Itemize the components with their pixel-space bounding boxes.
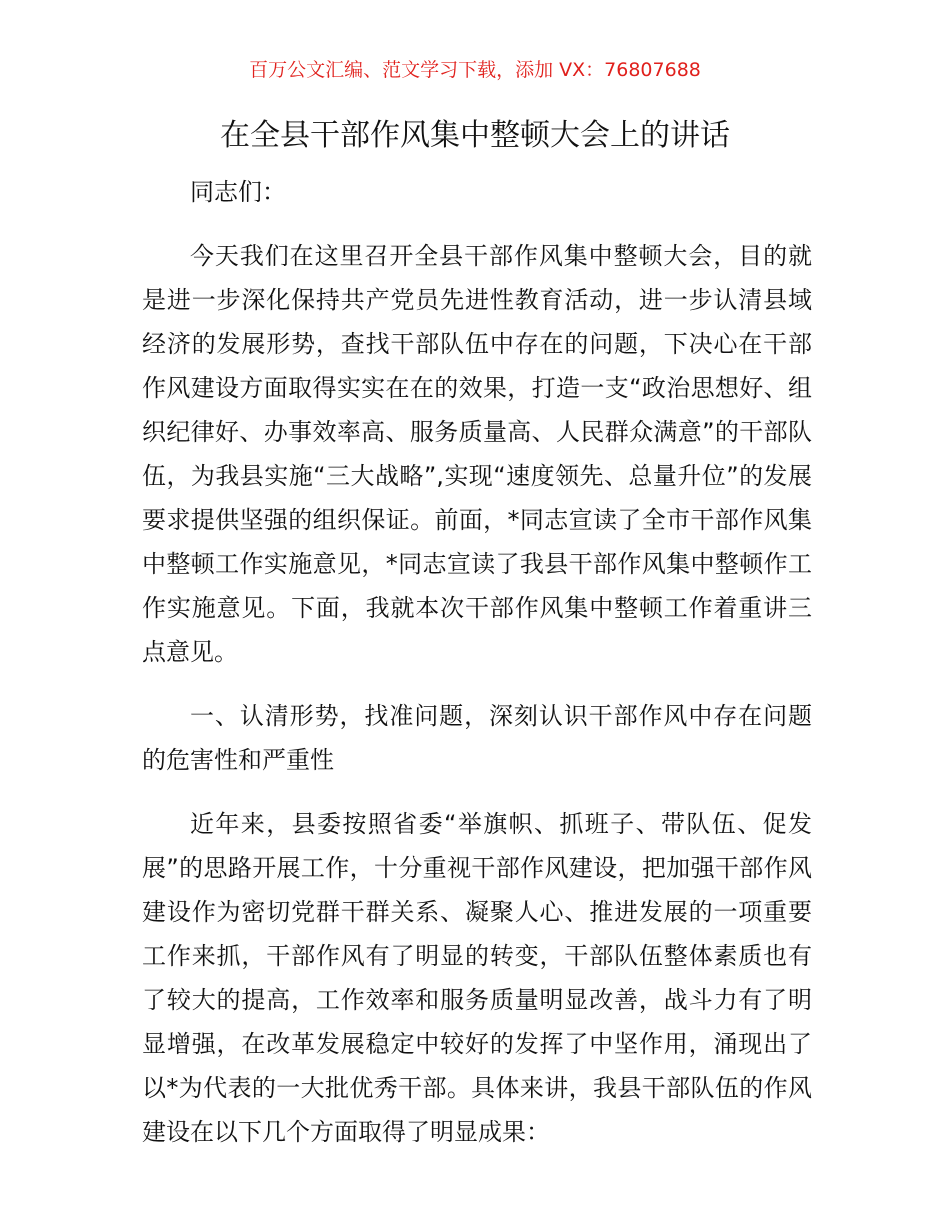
document-body <box>142 170 812 1154</box>
salutation: 同志们： <box>190 178 286 206</box>
header-banner: 百万公文汇编、范文学习下载，添加 VX：76807688 <box>249 59 701 81</box>
section-heading-1: 一、认清形势，找准问题，深刻认识干部作风中存在问题的危害性和严重性 <box>142 702 812 774</box>
page-title: 在全县干部作风集中整顿大会上的讲话 <box>220 118 730 153</box>
paragraph-achievements: 近年来，县委按照省委“举旗帜、抓班子、带队伍、促发展”的思路开展工作，十分重视干部作风建设，把加强干部作风建设作为密切党群干群关系、凝聚人心、推进发展的一项重要工作来抓，干部作风有了明显的转变，干部队伍整体素质也有了较大的提高，工作效率和服务质量明显改善，战斗力有了明显增强，在改革发展稳定中较好的发挥了中坚作用，涌现出了以*为代表的一大批优秀干部。具体来讲，我县干部队伍的作风建设在以下几个方面取得了明显成果： <box>142 810 812 1146</box>
paragraph-intro: 今天我们在这里召开全县干部作风集中整顿大会，目的就是进一步深化保持共产党员先进性教育活动，进一步认清县域经济的发展形势，查找干部队伍中存在的问题，下决心在干部作风建设方面取得实实在在的效果，打造一支“政治思想好、组织纪律好、办事效率高、服务质量高、人民群众满意”的干部队伍，为我县实施“三大战略”,实现“速度领先、总量升位”的发展要求提供坚强的组织保证。前面，*同志宣读了全市干部作风集中整顿工作实施意见，*同志宣读了我县干部作风集中整顿作工作实施意见。下面，我就本次干部作风集中整顿工作着重讲三点意见。 <box>142 242 812 666</box>
